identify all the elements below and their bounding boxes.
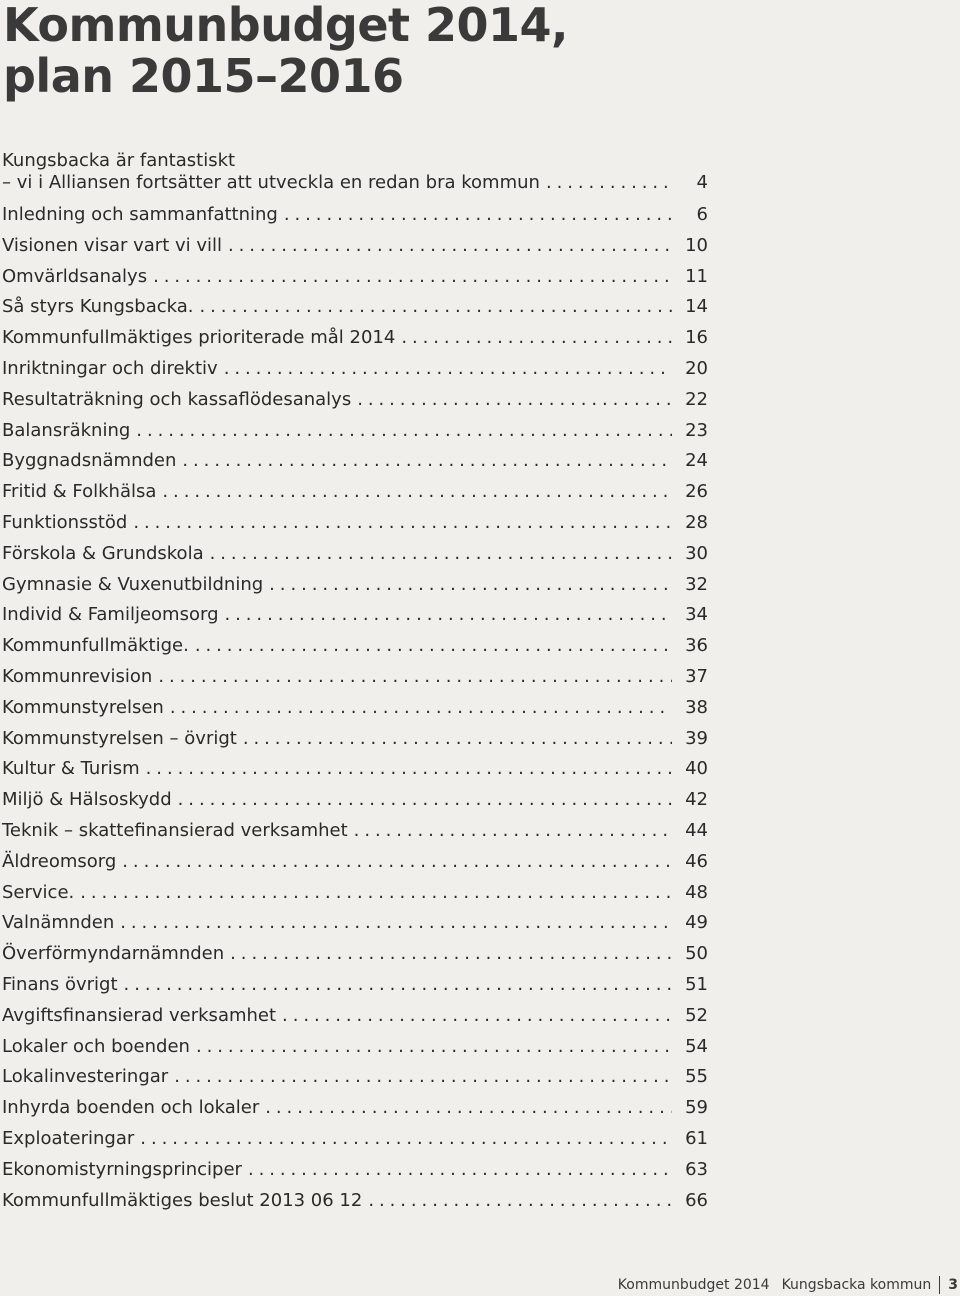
toc-entry-label: Omvärldsanalys [2,265,148,287]
footer-page-number: 3 [948,1277,958,1293]
toc-dot-leader [354,816,672,847]
toc-entry-page: 23 [685,419,708,441]
toc-entry-page: 66 [685,1189,708,1211]
toc-entry[interactable] [2,1062,708,1093]
toc-entry[interactable] [2,385,708,416]
page-title [3,0,568,102]
toc-dot-leader [195,631,672,662]
toc-entry-page: 30 [685,542,708,564]
toc-entry[interactable] [2,816,708,847]
toc-entry-page: 16 [685,327,708,349]
toc-dot-leader [80,878,672,909]
toc-entry-label: Visionen visar vart vi vill [2,234,222,256]
toc-entry-page: 46 [685,850,708,872]
toc-entry-page: 38 [685,696,708,718]
toc-entry-page: 48 [685,881,708,903]
toc-entry-label: Exploateringar [2,1127,135,1149]
toc-entry[interactable] [2,662,708,693]
toc-entry-label: Ekonomistyrningsprinciper [2,1158,242,1180]
toc-entry[interactable] [2,354,708,385]
toc-entry-label: Kommunstyrelsen [2,696,164,718]
toc-entry-page: 6 [696,204,708,225]
toc-dot-leader [224,354,672,385]
toc-entry-page: 4 [696,172,708,193]
toc-entry[interactable] [2,570,708,601]
toc-dot-leader [228,231,672,262]
toc-entry-label: Individ & Familjeomsorg [2,604,219,626]
toc-entry-label: Resultaträkning och kassaflödesanalys [2,388,352,410]
toc-entry-page: 26 [685,481,708,503]
toc-entry[interactable] [2,416,708,447]
toc-entry-page: 40 [685,758,708,780]
toc-entry-page: 20 [685,357,708,379]
toc-entry-label: Kommunfullmäktiges beslut 2013 06 12 [2,1189,363,1211]
toc-entry[interactable] [2,847,708,878]
toc-entry-label: Teknik – skattefinansierad verksamhet [2,819,348,841]
toc-entry[interactable] [2,292,708,323]
toc-entry[interactable] [2,172,708,200]
toc-dot-leader [196,1032,672,1063]
toc-entry-page: 32 [685,573,708,595]
title-line-1: Kommunbudget 2014, [3,0,569,52]
toc-dot-leader [210,539,672,570]
toc-entry-label: Gymnasie & Vuxenutbildning [2,573,264,595]
toc-dot-leader [153,262,672,293]
toc-entry[interactable] [2,600,708,631]
toc-entry-label: Äldreomsorg [2,850,117,872]
toc-entry-page: 52 [685,1004,708,1026]
toc-dot-leader [357,385,672,416]
toc-entry-page: 10 [685,234,708,256]
toc-entry-page: 59 [685,1097,708,1119]
toc-entry-page: 28 [685,511,708,533]
toc-dot-leader [178,785,672,816]
toc-entry-label: Kommunstyrelsen – övrigt [2,727,237,749]
toc-entry[interactable] [2,508,708,539]
footer-divider [939,1276,940,1294]
toc-entry-label: Kommunfullmäktiges prioriterade mål 2014 [2,327,396,349]
toc-entry[interactable] [2,477,708,508]
toc-dot-leader [174,1062,672,1093]
toc-dot-leader [146,754,672,785]
toc-dot-leader [200,292,672,323]
title-line-2: plan 2015–2016 [3,49,404,103]
toc-entry[interactable] [2,1032,708,1063]
toc-entry-page: 24 [685,450,708,472]
toc-dot-leader [120,908,672,939]
toc-entries [2,172,708,1216]
toc-entry[interactable] [2,939,708,970]
toc-dot-leader [282,1001,672,1032]
toc-entry-label: Finans övrigt [2,973,118,995]
toc-dot-leader [122,847,672,878]
toc-entry-label: Överförmyndarnämnden [2,943,225,965]
toc-entry-label: Kommunfullmäktige. [2,635,189,657]
toc-entry[interactable] [2,539,708,570]
toc-dot-leader [368,1186,672,1217]
toc-entry[interactable] [2,323,708,354]
toc-entry-page: 34 [685,604,708,626]
footer-doc-title: Kommunbudget 2014 [617,1277,770,1293]
toc-dot-leader [401,323,672,354]
toc-entry[interactable] [2,1001,708,1032]
toc-entry[interactable] [2,724,708,755]
toc-entry-page: 49 [685,912,708,934]
toc-entry-page: 11 [685,265,708,287]
toc-entry-label: Balansräkning [2,419,131,441]
toc-entry-page: 55 [685,1066,708,1088]
toc-entry[interactable] [2,1186,708,1217]
toc-entry-label: Byggnadsnämnden [2,450,177,472]
toc-dot-leader [243,724,672,755]
toc-entry[interactable] [2,231,708,262]
toc-entry-page: 44 [685,819,708,841]
toc-entry[interactable] [2,785,708,816]
toc-dot-leader [546,172,672,194]
toc-entry[interactable] [2,970,708,1001]
toc-dot-leader [140,1124,672,1155]
toc-entry[interactable] [2,754,708,785]
toc-entry-page: 22 [685,388,708,410]
toc-entry-label: Funktionsstöd [2,511,128,533]
toc-entry-page: 37 [685,665,708,687]
toc-dot-leader [225,600,673,631]
toc-entry[interactable] [2,1155,708,1186]
toc-entry-page: 63 [685,1158,708,1180]
toc-dot-leader [284,200,672,231]
page-footer [618,1276,958,1294]
toc-entry[interactable] [2,200,708,231]
toc-entry-label: Förskola & Grundskola [2,542,204,564]
toc-dot-leader [269,570,672,601]
toc-entry-page: 54 [685,1035,708,1057]
toc-intro-line: Kungsbacka är fantastiskt [2,150,236,171]
toc-entry[interactable] [2,908,708,939]
toc-entry[interactable] [2,693,708,724]
toc-entry[interactable] [2,1124,708,1155]
toc-entry-page: 39 [685,727,708,749]
toc-entry-page: 61 [685,1127,708,1149]
toc-entry-label: Inriktningar och direktiv [2,357,218,379]
toc-dot-leader [265,1093,672,1124]
toc-entry-label: Inhyrda boenden och lokaler [2,1097,260,1119]
table-of-contents [2,150,708,1216]
toc-entry-label: – vi i Alliansen fortsätter att utveckla en redan bra kommun [2,172,540,193]
toc-entry-label: Lokaler och boenden [2,1035,190,1057]
toc-entry-label: Inledning och sammanfattning [2,204,278,225]
toc-entry-label: Valnämnden [2,912,115,934]
toc-entry-page: 36 [685,635,708,657]
toc-entry-label: Service. [2,881,75,903]
toc-entry[interactable] [2,631,708,662]
toc-entry-label: Kommunrevision [2,665,153,687]
toc-entry-page: 50 [685,943,708,965]
toc-entry-page: 14 [685,296,708,318]
toc-entry-page: 51 [685,973,708,995]
toc-entry-label: Fritid & Folkhälsa [2,481,157,503]
toc-entry-page: 42 [685,789,708,811]
toc-entry-label: Avgiftsfinansierad verksamhet [2,1004,277,1026]
toc-dot-leader [158,662,672,693]
toc-entry-label: Så styrs Kungsbacka. [2,296,194,318]
toc-dot-leader [136,416,672,447]
toc-entry[interactable] [2,262,708,293]
toc-entry[interactable] [2,1093,708,1124]
toc-entry-label: Miljö & Hälsoskydd [2,789,172,811]
toc-entry[interactable] [2,878,708,909]
toc-entry-label: Lokalinvesteringar [2,1066,169,1088]
toc-entry[interactable] [2,446,708,477]
footer-org: Kungsbacka kommun [781,1277,932,1293]
toc-dot-leader [182,446,672,477]
toc-dot-leader [248,1155,672,1186]
toc-dot-leader [230,939,672,970]
toc-entry-label: Kultur & Turism [2,758,140,780]
toc-dot-leader [133,508,672,539]
toc-dot-leader [162,477,672,508]
toc-dot-leader [124,970,672,1001]
toc-dot-leader [170,693,672,724]
